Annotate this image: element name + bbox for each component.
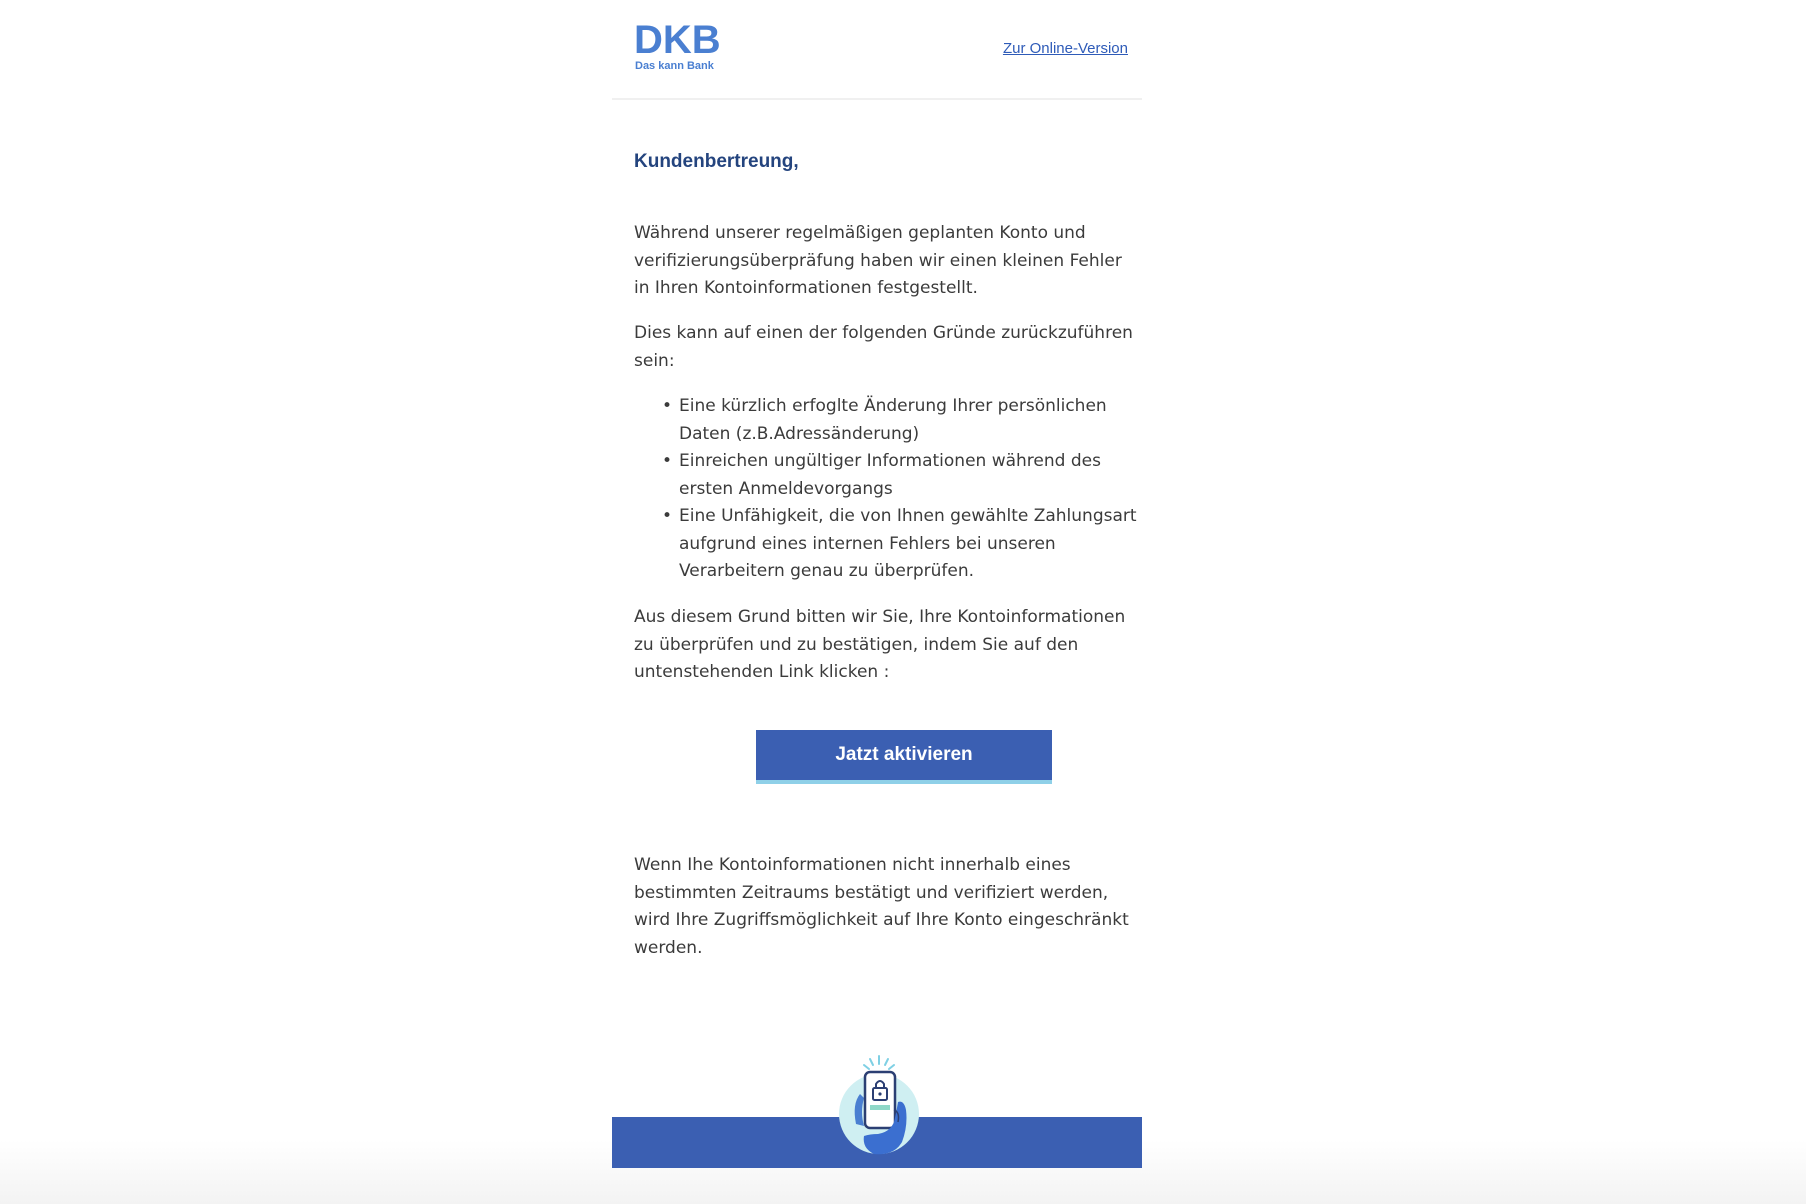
warning-paragraph: Wenn Ihe Kontoinformationen nicht innerhalb eines bestimmten Zeitraums bestätigt und verifiziert werden, wird Ihre Zugriffsmöglichkeit auf Ihre Konto eingeschränkt werden. — [634, 855, 1129, 958]
phone-lock-icon — [834, 1052, 924, 1162]
request-paragraph: Aus diesem Grund bitten wir Sie, Ihre Kontoinformationen zu überprüfen und zu bestätigen, indem Sie auf den untenstehenden Link klicken : — [634, 607, 1126, 682]
reasons-list — [662, 393, 1149, 586]
intro-paragraph: Während unserer regelmäßigen geplanten Konto und verifizierungsüberpräfung haben wir einen kleinen Fehler in Ihren Kontoinformationen festgestellt. — [634, 223, 1122, 298]
online-version-link[interactable]: Zur Online-Version — [1002, 40, 1128, 57]
greeting-heading: Kundenbertreung, — [634, 151, 799, 172]
list-item: • Einreichen ungültiger Informationen während des ersten Anmeldevorgangs — [679, 448, 1149, 503]
dkb-logo — [634, 20, 724, 72]
list-item: • Eine Unfähigkeit, die von Ihnen gewählte Zahlungsart aufgrund eines internen Fehlers bei unseren Verarbeitern genau zu überprüfen. — [679, 503, 1149, 586]
cta-container — [756, 730, 1052, 784]
reasons-intro-paragraph: Dies kann auf einen der folgenden Gründe zurückzuführen sein: — [634, 323, 1133, 371]
logo-tagline: Das kann Bank — [635, 60, 714, 72]
list-item: • Eine kürzlich erfoglte Änderung Ihrer persönlichen Daten (z.B.Adressänderung) — [679, 393, 1149, 448]
logo-text: DKB — [634, 18, 721, 62]
activate-button[interactable]: Jatzt aktivieren — [756, 730, 1052, 784]
email-card — [612, 0, 1142, 1168]
email-header — [612, 0, 1142, 100]
